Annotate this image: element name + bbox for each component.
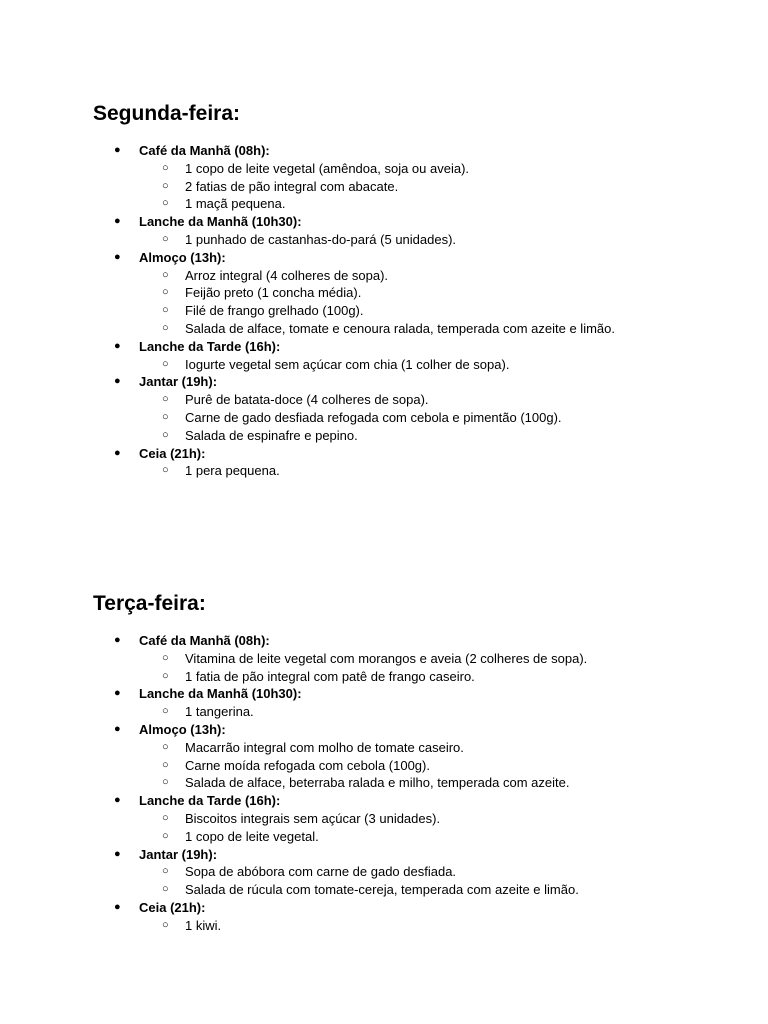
food-item-text: Salada de alface, tomate e cenoura ralada, temperada com azeite e limão.	[185, 320, 615, 336]
meal-label: Café da Manhã (08h):	[139, 143, 270, 158]
meal-entry	[93, 213, 733, 249]
food-item-list	[139, 703, 733, 721]
meal-label: Lanche da Manhã (10h30):	[139, 214, 302, 230]
food-item	[139, 881, 733, 899]
food-item-list	[139, 739, 733, 792]
food-item-text: Purê de batata-doce (4 colheres de sopa).	[185, 392, 429, 408]
meal-heading	[114, 632, 733, 650]
food-item	[139, 462, 733, 480]
hollow-bullet-icon: ○	[162, 197, 169, 210]
hollow-bullet-icon: ○	[162, 393, 169, 406]
meal-entry	[93, 846, 733, 899]
food-item-text: Carne de gado desfiada refogada com cebola e pimentão (100g).	[185, 409, 562, 425]
food-item	[139, 267, 733, 285]
food-item	[139, 302, 733, 320]
hollow-bullet-icon: ○	[162, 410, 169, 423]
food-item	[139, 668, 733, 686]
meal-heading	[114, 249, 733, 267]
meal-heading	[114, 445, 733, 463]
hollow-bullet-icon: ○	[162, 464, 169, 477]
hollow-bullet-icon: ○	[162, 179, 169, 192]
filled-bullet-icon: ●	[114, 250, 121, 263]
hollow-bullet-icon: ○	[162, 669, 169, 682]
food-item-list	[139, 462, 733, 480]
day-title: Terça-feira:	[93, 592, 206, 615]
meal-label: Ceia (21h):	[139, 899, 206, 915]
food-item-list	[139, 356, 733, 374]
hollow-bullet-icon: ○	[162, 865, 169, 878]
food-item-list	[139, 160, 733, 213]
meal-entry	[93, 373, 733, 444]
food-item-text: Vitamina de leite vegetal com morangos e aveia (2 colheres de sopa).	[185, 650, 588, 666]
hollow-bullet-icon: ○	[162, 829, 169, 842]
food-item-list	[139, 863, 733, 899]
meal-label: Almoço (13h):	[139, 721, 226, 737]
food-item-text: 1 punhado de castanhas-do-pará (5 unidades).	[185, 231, 457, 247]
food-item-text: Salada de alface, beterraba ralada e milho, temperada com azeite.	[185, 775, 570, 791]
meal-heading	[114, 142, 733, 160]
food-item-text: 1 maçã pequena.	[185, 196, 286, 212]
meal-entry	[93, 685, 733, 721]
meal-entry	[93, 249, 733, 338]
food-item-text: Macarrão integral com molho de tomate caseiro.	[185, 739, 464, 755]
food-item	[139, 178, 733, 196]
meal-entry	[93, 899, 733, 935]
meal-entry	[93, 632, 733, 685]
hollow-bullet-icon: ○	[162, 651, 169, 664]
hollow-bullet-icon: ○	[162, 268, 169, 281]
filled-bullet-icon: ●	[114, 722, 121, 735]
hollow-bullet-icon: ○	[162, 321, 169, 334]
hollow-bullet-icon: ○	[162, 428, 169, 441]
hollow-bullet-icon: ○	[162, 232, 169, 245]
food-item	[139, 284, 733, 302]
filled-bullet-icon: ●	[114, 847, 121, 860]
meal-entry	[93, 792, 733, 845]
meal-label: Café da Manhã (08h):	[139, 633, 270, 648]
food-item-text: 1 copo de leite vegetal (amêndoa, soja ou aveia).	[185, 160, 470, 176]
food-item-list	[139, 267, 733, 338]
filled-bullet-icon: ●	[114, 144, 121, 156]
meal-heading	[114, 338, 733, 356]
meal-entry	[93, 338, 733, 374]
food-item-text: 1 fatia de pão integral com patê de frango caseiro.	[185, 668, 475, 684]
food-item-text: Arroz integral (4 colheres de sopa).	[185, 267, 389, 283]
meal-heading	[114, 792, 733, 810]
food-item	[139, 427, 733, 445]
filled-bullet-icon: ●	[114, 900, 121, 913]
hollow-bullet-icon: ○	[162, 883, 169, 896]
hollow-bullet-icon: ○	[162, 811, 169, 824]
meal-heading	[114, 846, 733, 864]
filled-bullet-icon: ●	[114, 215, 121, 228]
day-section-tuesday	[93, 590, 733, 935]
hollow-bullet-icon: ○	[162, 304, 169, 317]
meal-heading	[114, 213, 733, 231]
filled-bullet-icon: ●	[114, 339, 121, 352]
day-title: Segunda-feira:	[93, 102, 241, 125]
filled-bullet-icon: ●	[114, 687, 121, 700]
hollow-bullet-icon: ○	[162, 918, 169, 931]
hollow-bullet-icon: ○	[162, 357, 169, 370]
meal-entry	[93, 142, 733, 213]
food-item-list	[139, 391, 733, 444]
food-item	[139, 356, 733, 374]
food-item	[139, 828, 733, 846]
food-item-text: Biscoitos integrais sem açúcar (3 unidades).	[185, 810, 441, 826]
food-item	[139, 650, 733, 668]
food-item-text: 1 copo de leite vegetal.	[185, 828, 319, 844]
food-item-text: Carne moída refogada com cebola (100g).	[185, 757, 430, 773]
food-item-text: Salada de rúcula com tomate-cereja, temperada com azeite e limão.	[185, 882, 579, 898]
food-item-text: Salada de espinafre e pepino.	[185, 427, 358, 443]
meal-label: Lanche da Tarde (16h):	[139, 338, 281, 354]
meal-label: Jantar (19h):	[139, 374, 218, 390]
meal-label: Ceia (21h):	[139, 445, 206, 461]
food-item	[139, 757, 733, 775]
filled-bullet-icon: ●	[114, 375, 121, 388]
day-section-monday	[93, 100, 733, 480]
food-item-text: Iogurte vegetal sem açúcar com chia (1 colher de sopa).	[185, 356, 510, 372]
food-item-list	[139, 650, 733, 686]
meal-label: Lanche da Tarde (16h):	[139, 793, 281, 809]
meal-heading	[114, 373, 733, 391]
food-item-list	[139, 810, 733, 846]
food-item	[139, 320, 733, 338]
food-item-text: 1 tangerina.	[185, 704, 254, 720]
food-item	[139, 863, 733, 881]
hollow-bullet-icon: ○	[162, 286, 169, 299]
food-item-text: Feijão preto (1 concha média).	[185, 285, 362, 301]
meal-list	[93, 632, 733, 935]
food-item	[139, 409, 733, 427]
food-item	[139, 917, 733, 935]
hollow-bullet-icon: ○	[162, 705, 169, 718]
hollow-bullet-icon: ○	[162, 758, 169, 771]
filled-bullet-icon: ●	[114, 794, 121, 807]
food-item-text: Sopa de abóbora com carne de gado desfiada.	[185, 864, 457, 880]
meal-entry	[93, 721, 733, 792]
meal-label: Almoço (13h):	[139, 249, 226, 265]
food-item	[139, 739, 733, 757]
food-item	[139, 810, 733, 828]
meal-entry	[93, 445, 733, 481]
food-item	[139, 160, 733, 178]
food-item-list	[139, 231, 733, 249]
food-item	[139, 231, 733, 249]
food-item-text: 1 pera pequena.	[185, 463, 280, 479]
meal-heading	[114, 899, 733, 917]
hollow-bullet-icon: ○	[162, 740, 169, 753]
food-item	[139, 774, 733, 792]
filled-bullet-icon: ●	[114, 634, 121, 646]
meal-label: Jantar (19h):	[139, 846, 218, 862]
hollow-bullet-icon: ○	[162, 776, 169, 789]
food-item-list	[139, 917, 733, 935]
food-item	[139, 391, 733, 409]
meal-heading	[114, 685, 733, 703]
meal-heading	[114, 721, 733, 739]
food-item-text: 1 kiwi.	[185, 917, 222, 933]
food-item	[139, 703, 733, 721]
food-item-text: 2 fatias de pão integral com abacate.	[185, 178, 399, 194]
filled-bullet-icon: ●	[114, 446, 121, 459]
hollow-bullet-icon: ○	[162, 161, 169, 174]
meal-list	[93, 142, 733, 480]
food-item	[139, 195, 733, 213]
meal-label: Lanche da Manhã (10h30):	[139, 686, 302, 702]
food-item-text: Filé de frango grelhado (100g).	[185, 303, 364, 319]
